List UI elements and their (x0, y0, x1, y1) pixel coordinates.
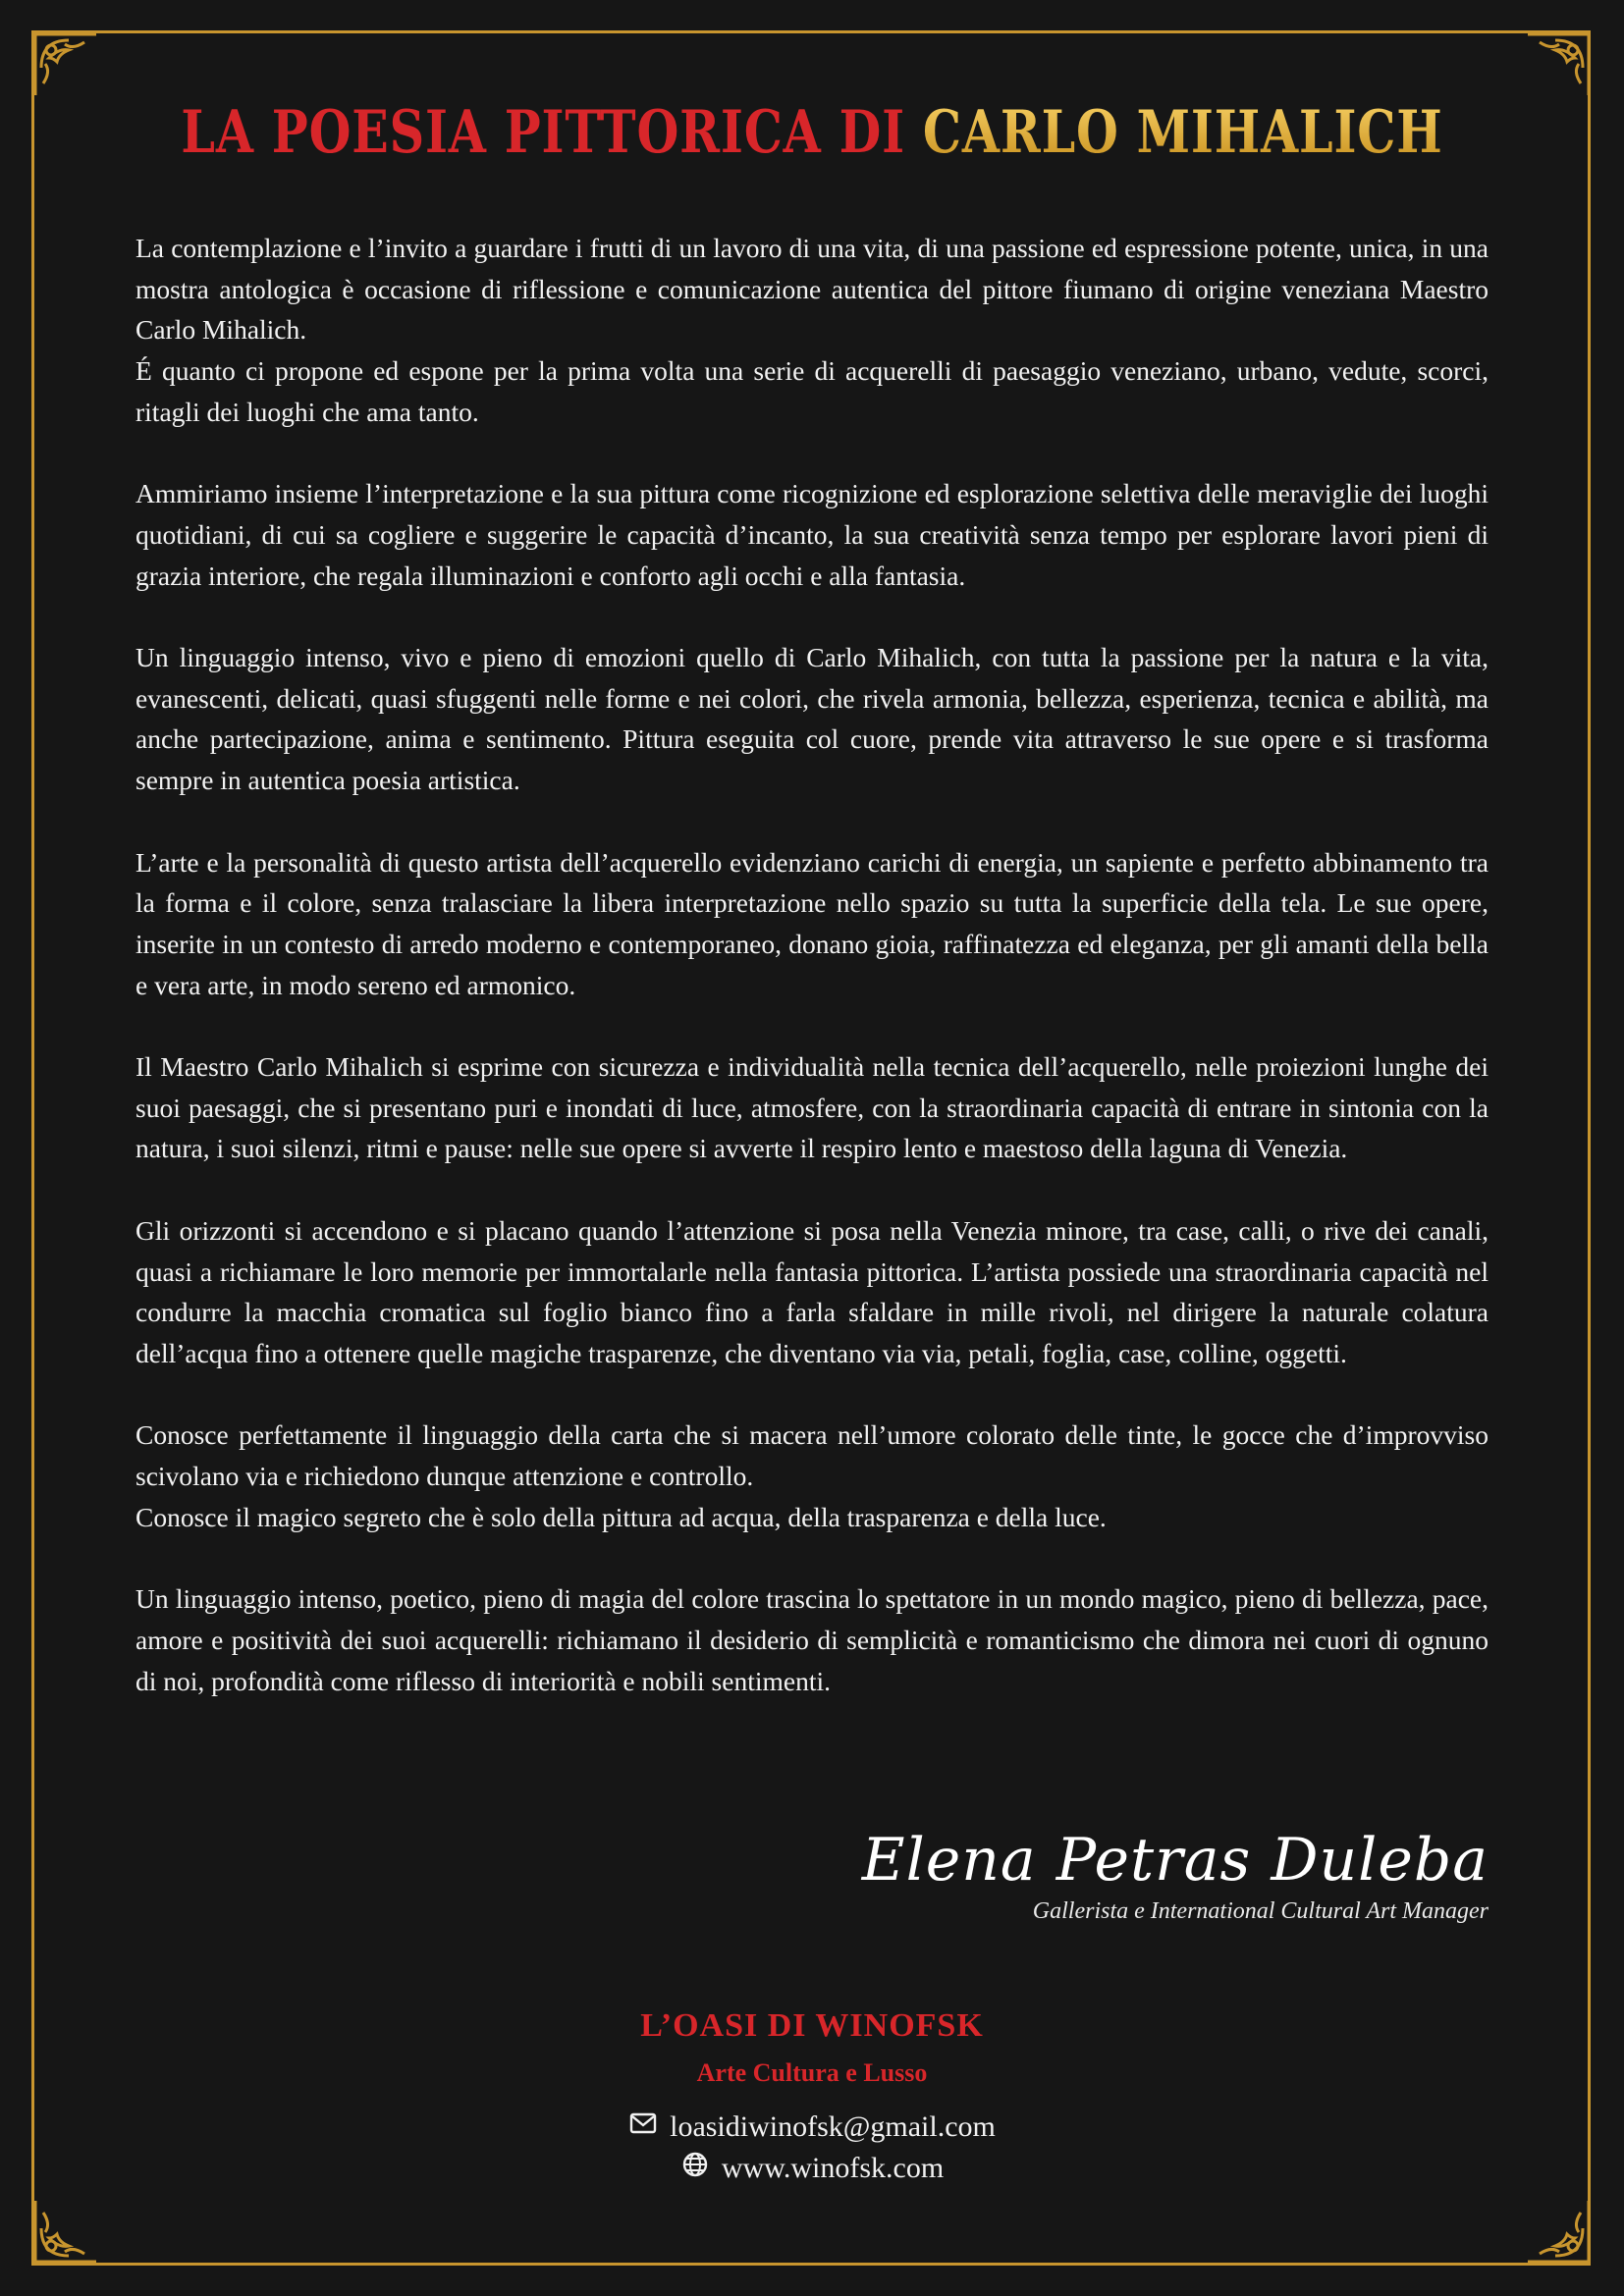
paragraph (135, 842, 1489, 1006)
paragraph-line: La contemplazione e l’invito a guardare i frutti di un lavoro di una vita, di una passione ed espressione potente, unica, in una mostra antologica è occasione di riflessione e comunicazione autentica del pittore fiumano di origine veneziana Maestro Carlo Mihalich. (135, 233, 1489, 346)
paragraph (135, 228, 1489, 433)
page-title (146, 98, 1478, 167)
brand-name: L’OASI DI WINOFSK (640, 2007, 984, 2044)
paragraph-line: Un linguaggio intenso, poetico, pieno di magia del colore trascina lo spettatore in un mondo magico, pieno di bellezza, pace, amore e positività dei suoi acquerelli: richiamano il desiderio di semplicità e romanticismo che dimora nei cuori di ognuno di noi, profondità come riflesso di interiorità e nobili sentimenti. (135, 1583, 1489, 1696)
paragraph-line: Conosce perfettamente il linguaggio della carta che si macera nell’umore colorato delle tinte, le gocce che d’improvviso scivolano via e richiedono dunque attenzione e controllo. (135, 1419, 1489, 1491)
corner-ornament-icon (1522, 28, 1595, 101)
paragraph-line: Ammiriamo insieme l’interpretazione e la sua pittura come ricognizione ed esplorazione selettiva delle meraviglie dei luoghi quotidiani, di cui sa cogliere e suggerire le capacità d’incanto, la sua creatività senza tempo per esplorare lavori pieni di grazia interiore, che regala illuminazioni e conforto agli occhi e alla fantasia. (135, 478, 1489, 591)
paragraph-line: Il Maestro Carlo Mihalich si esprime con sicurezza e individualità nella tecnica dell’acquerello, nelle proiezioni lunghe dei suoi paesaggi, che si presentano puri e inondati di luce, atmosfere, con la straordinaria capacità di entrare in sintonia con la natura, i suoi silenzi, ritmi e pause: nelle sue opere si avverte il respiro lento e maestoso della laguna di Venezia. (135, 1051, 1489, 1164)
envelope-icon (628, 2109, 658, 2146)
title-part-gold: CARLO MIHALICH (922, 98, 1443, 167)
globe-icon (680, 2150, 710, 2187)
paragraph (135, 473, 1489, 596)
brand-tagline: Arte Cultura e Lusso (696, 2058, 928, 2087)
paragraph-line: Un linguaggio intenso, vivo e pieno di emozioni quello di Carlo Mihalich, con tutta la passione per la natura e la vita, evanescenti, delicati, quasi sfuggenti nelle forme e nei colori, che rivela armonia, bellezza, esperienza, tecnica e abilità, ma anche partecipazione, anima e sentimento. Pittura eseguita col cuore, prende vita attraverso le sue opere e si trasforma sempre in autentica poesia artistica. (135, 642, 1489, 796)
paragraph-line: L’arte e la personalità di questo artista dell’acquerello evidenziano carichi di energia, un sapiente e perfetto abbinamento tra la forma e il colore, senza tralasciare la libera interpretazione nello spazio su tutta la superficie della tela. Le sue opere, inserite in un contesto di arredo moderno e contemporaneo, donano gioia, raffinatezza ed eleganza, per gli amanti della bella e vera arte, in modo sereno ed armonico. (135, 846, 1489, 1000)
email-contact[interactable] (0, 2109, 1624, 2146)
paragraph (135, 1415, 1489, 1537)
signature-block (862, 1826, 1489, 1925)
corner-ornament-icon (1522, 2195, 1595, 2268)
website-contact[interactable] (0, 2150, 1624, 2187)
signature-name: Elena Petras Duleba (861, 1826, 1489, 1895)
title-part-red: LA POESIA PITTORICA DI (181, 98, 923, 167)
paragraph (135, 1210, 1489, 1374)
paragraph-line: É quanto ci propone ed espone per la prima volta una serie di acquerelli di paesaggio veneziano, urbano, vedute, scorci, ritagli dei luoghi che ama tanto. (135, 355, 1489, 427)
paragraph (135, 1578, 1489, 1701)
paragraph-line: Conosce il magico segreto che è solo della pittura ad acqua, della trasparenza e della luce. (135, 1501, 1107, 1532)
paragraph (135, 637, 1489, 801)
email-link[interactable]: loasidiwinofsk@gmail.com (670, 2110, 996, 2143)
signature-role: Gallerista e International Cultural Art Manager (1032, 1898, 1489, 1924)
paragraph-line: Gli orizzonti si accendono e si placano quando l’attenzione si posa nella Venezia minore, tra case, calli, o rive dei canali, quasi a richiamare le loro memorie per immortalarle nella fantasia pittorica. L’artista possiede una straordinaria capacità nel condurre la macchia cromatica sul foglio bianco fino a farla sfaldare in mille rivoli, nel dirigere la naturale colatura dell’acqua fino a ottenere quelle magiche trasparenze, che diventano via via, petali, foglia, case, colline, oggetti. (135, 1214, 1489, 1368)
corner-ornament-icon (29, 2195, 102, 2268)
website-link[interactable]: www.winofsk.com (721, 2152, 945, 2184)
corner-ornament-icon (29, 28, 102, 101)
article-body (135, 228, 1489, 1742)
paragraph (135, 1046, 1489, 1169)
